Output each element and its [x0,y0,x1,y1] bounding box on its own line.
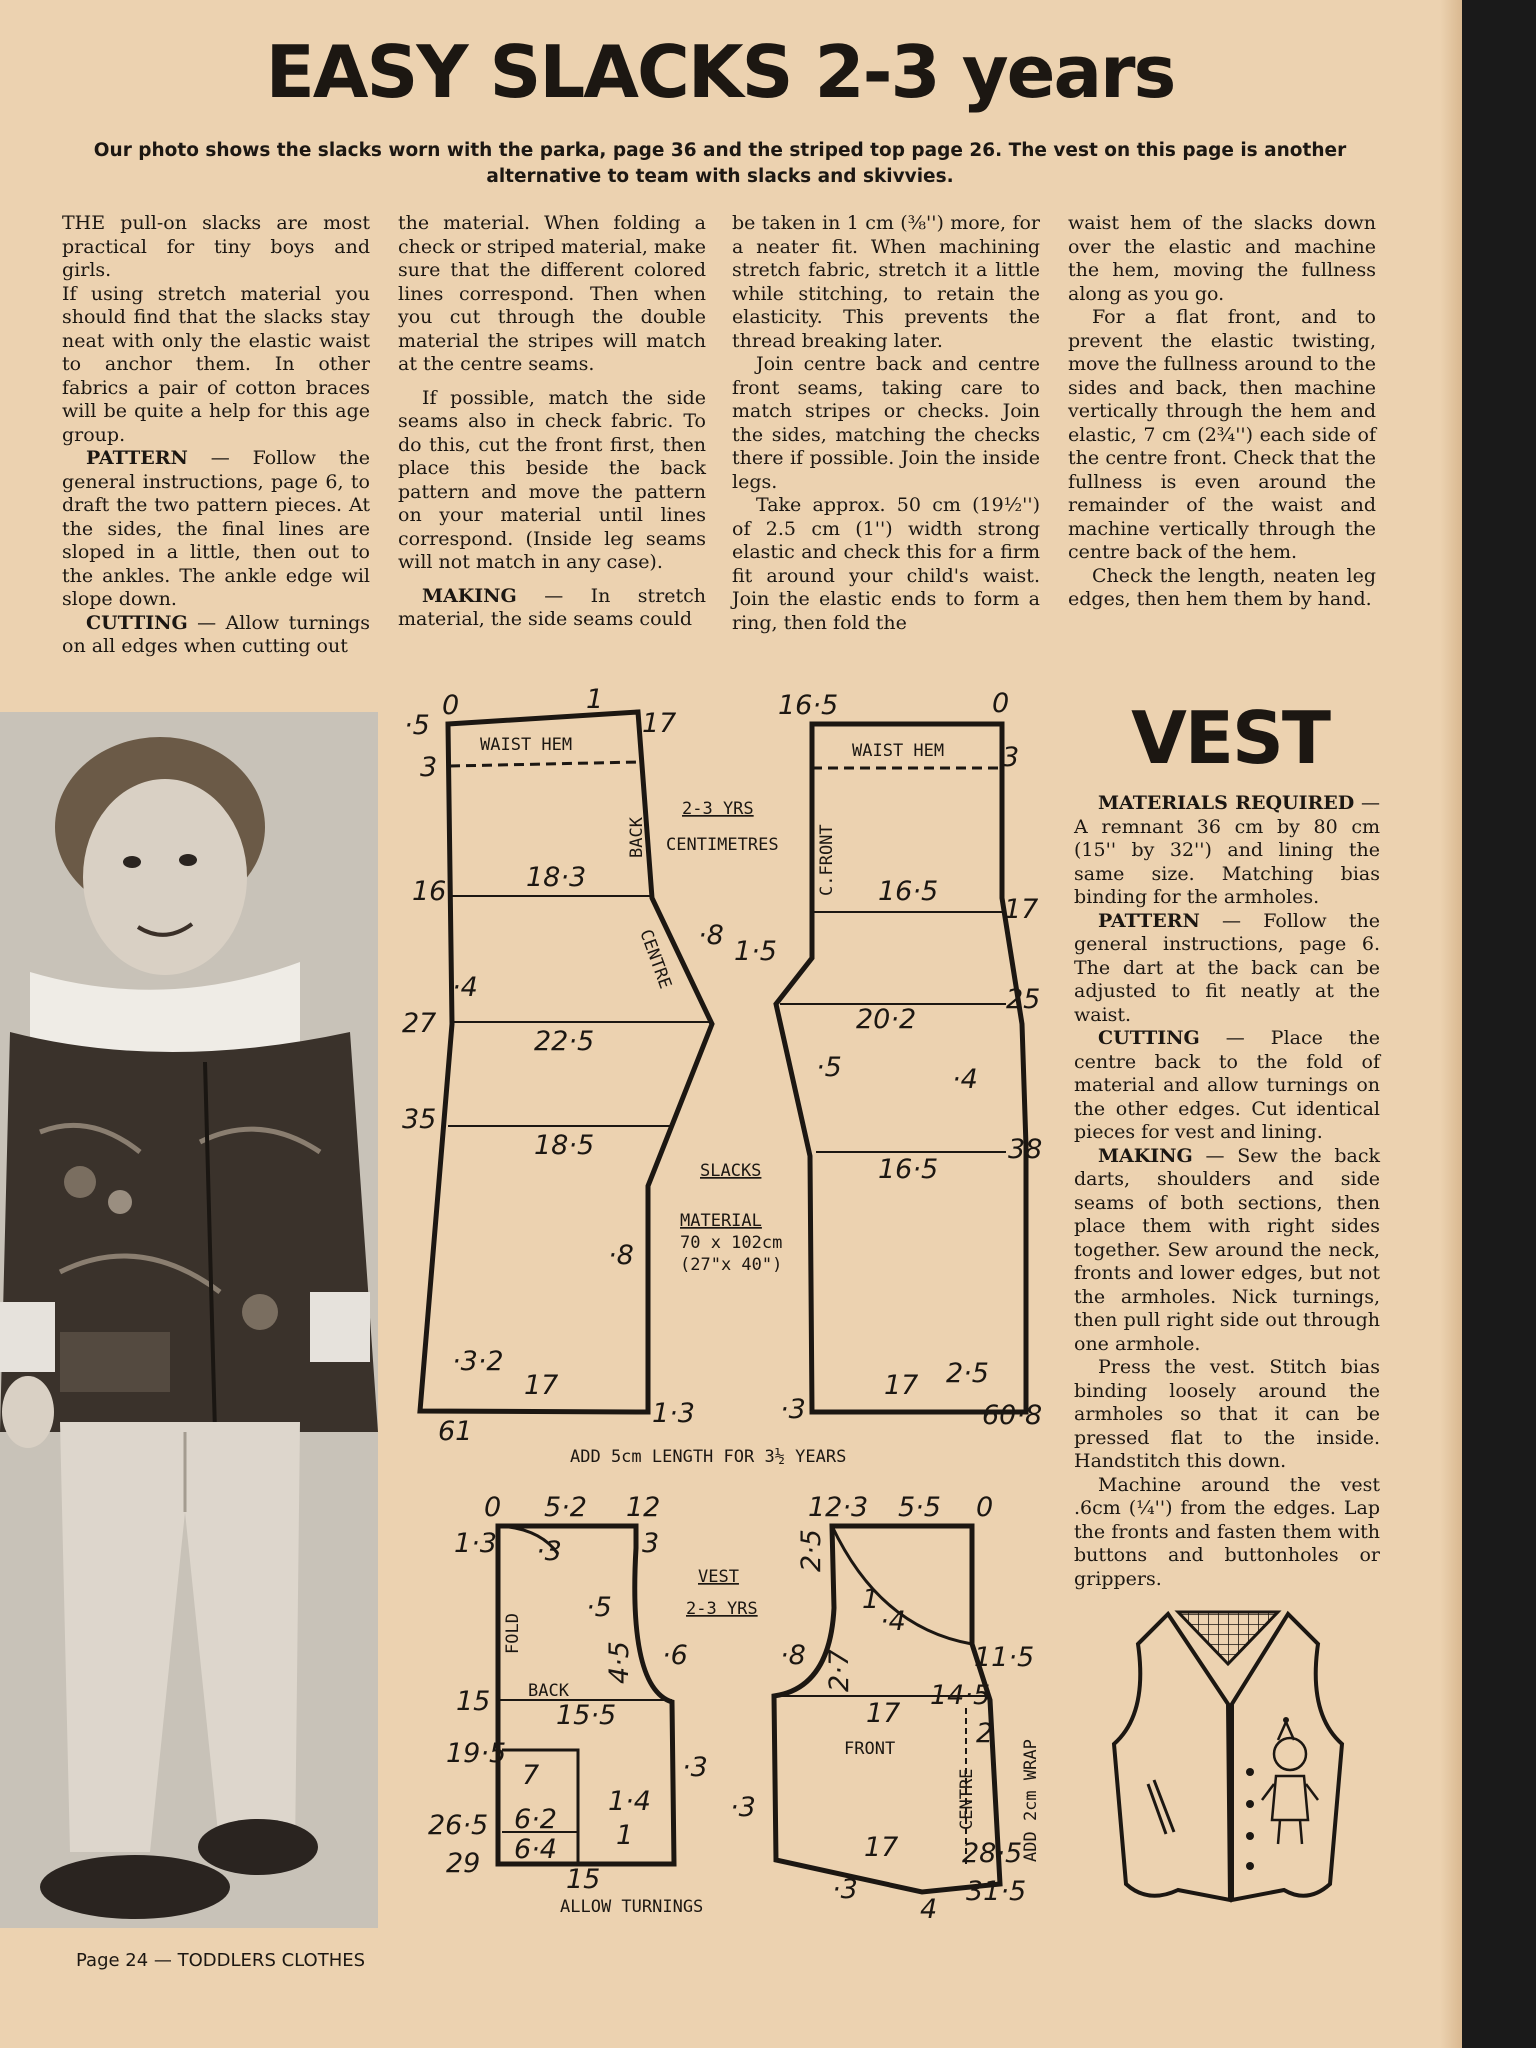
measure-label: ·3·2 [452,1346,504,1377]
paragraph-text: — Follow the general instructions, page 6. The dart at the back can be adjusted to fit neatly at the waist. [1074,909,1380,1026]
measure-label: 12 [626,1492,661,1523]
measure-label: 2 [976,1718,994,1749]
material-imperial: (27"x 40") [680,1255,783,1275]
measure-label: ·8 [780,1640,806,1671]
measure-label: 5·2 [544,1492,587,1523]
paragraph: If possible, match the side seams also in check fabric. To do this, cut the front first, then place this beside the back pattern and move the pattern on your material until lines correspond. (Inside leg seams will not match in any case). [398,386,706,573]
measure-label: ·3 [682,1752,708,1783]
measure-label: 38 [1008,1134,1043,1165]
paragraph-text: — Sew the back darts, shoulders and side seams of both sections, then place them with right sides together. Sew around the neck, fronts and lower edges, but not the armholes. Nick turnings, then pull right side out through one armhole. [1074,1144,1380,1355]
measure-label: 7 [522,1760,540,1791]
measure-label: 22·5 [534,1026,595,1057]
paragraph-text: — A remnant 36 cm by 80 cm (15'' by 32'') and lining the same size. Matching bias binding for the armholes. [1074,792,1381,908]
fold-label: FOLD [503,1613,523,1654]
measure-label: 0 [442,690,460,721]
paragraph: For a flat front, and to prevent the elastic twisting, move the fullness around to the sides and back, then machine vertically through the hem and elastic, 7 cm (2¾'') each side of the centre front. Check that the fullness is even around the remainder of the waist and machine vertically through the centre back of the hem. [1068,306,1376,563]
measure-label: 31·5 [966,1876,1027,1907]
article-column-4 [1068,212,1376,612]
size-label: 2-3 YRS [686,1599,758,1619]
measure-label: 17 [866,1698,901,1729]
measure-label: 16·5 [778,690,839,721]
vest-heading: VEST [1131,696,1329,780]
measure-label: 2·7 [824,1649,855,1692]
measure-label: ·8 [698,920,724,951]
keyword: MAKING [1098,1144,1193,1167]
material-metric: 70 x 102cm [680,1233,783,1253]
measure-label: 2·5 [796,1529,827,1572]
c-front-label: C.FRONT [817,824,837,896]
measure-label: 3 [1002,742,1020,773]
slacks-pattern-diagram [390,686,1070,1476]
vest-illustration [1108,1604,1348,1916]
measure-label: ·4 [952,1064,978,1095]
measure-label: 15 [456,1686,491,1717]
measure-label: 4 [920,1894,938,1925]
measure-label: 17 [1004,894,1039,925]
measure-label: 35 [402,1104,437,1135]
measure-label: 17 [864,1832,899,1863]
keyword: MAKING [422,584,517,607]
centre-label: CENTRE [957,1768,977,1830]
measure-label: 6·2 [514,1804,557,1835]
paragraph: the material. When folding a check or striped material, make sure that the different colored lines correspond. Then when you cut through the double material the stripes will match at the centre seams. [398,212,706,375]
keyword: CUTTING [86,611,188,634]
measure-label: 1 [862,1584,880,1615]
material-label: MATERIAL [680,1211,762,1231]
measure-label: 60·8 [982,1400,1043,1431]
paragraph: Check the length, neaten leg edges, then hem them by hand. [1068,564,1376,610]
measure-label: 1·3 [652,1398,695,1429]
back-label: BACK [528,1681,569,1701]
measure-label: 18·3 [526,862,587,893]
paragraph [1074,1145,1380,1357]
measure-label: ·3 [536,1536,562,1567]
front-label: FRONT [844,1739,896,1759]
measure-label: ·3 [730,1792,756,1823]
measure-label: 15 [566,1864,601,1895]
vest-label: VEST [698,1567,739,1587]
measure-label: 29 [446,1848,481,1879]
measure-label: 12·3 [808,1492,869,1523]
page-title: EASY SLACKS 2-3 years [265,30,1175,114]
child-photo [0,712,378,1928]
article-column-1 [62,212,370,659]
keyword: MATERIALS REQUIRED [1098,792,1355,814]
paragraph: Press the vest. Stitch bias binding loosely around the armholes so that it can be pressed flat to the inside. Handstitch this down. [1074,1356,1380,1472]
article-column-3 [732,212,1040,635]
allow-turnings-label: ALLOW TURNINGS [560,1897,704,1917]
measure-label: ·3 [832,1874,858,1905]
add-length-note: ADD 5cm LENGTH FOR 3½ YEARS [570,1447,847,1467]
paragraph [62,447,370,612]
centre-label: CENTRE [635,926,676,992]
paragraph: If using stretch material you should find that the slacks stay neat with only the elastic waist to anchor them. In other fabrics a pair of cotton braces will be quite a help for this age group. [62,282,370,446]
measure-label: 25 [1006,984,1041,1015]
measure-label: 19·5 [446,1738,507,1769]
measure-label: 1·4 [608,1786,651,1817]
measure-label: 1·3 [454,1528,497,1559]
paragraph: THE pull-on slacks are most practical for tiny boys and girls. [62,212,370,281]
measure-label: 20·2 [856,1004,917,1035]
measure-label: 1·5 [734,936,777,967]
measure-label: 17 [524,1370,559,1401]
paragraph: Machine around the vest .6cm (¼'') from the edges. Lap the fronts and fasten them with buttons and buttonholes or grippers. [1074,1473,1380,1590]
measure-label: 27 [402,1008,437,1039]
measure-label: 16·5 [878,1154,939,1185]
measure-label: 4·5 [604,1641,635,1684]
paragraph [1074,1027,1380,1145]
measure-label: 15·5 [556,1700,617,1731]
page-edge [1440,0,1462,2048]
measure-label: 26·5 [428,1810,489,1841]
paragraph: Take approx. 50 cm (19½'') of 2.5 cm (1'') width strong elastic and check this for a firm fit around your child's waist. Join the elastic ends to form a ring, then fold the [732,494,1040,634]
paragraph: waist hem of the slacks down over the elastic and machine the hem, moving the fullness along as you go. [1068,212,1376,305]
waist-hem-label: WAIST HEM [480,735,573,755]
back-label: BACK [627,817,647,858]
measure-label: 28·5 [962,1838,1023,1869]
units-label: CENTIMETRES [666,835,779,855]
measure-label: 6·4 [514,1834,557,1865]
measure-label: 1 [616,1820,634,1851]
measure-label: ·5 [586,1592,612,1623]
measure-label: 0 [992,688,1010,719]
paragraph [398,585,706,632]
measure-label: ·6 [662,1640,688,1671]
paragraph: Join centre back and centre front seams, taking care to match stripes or checks. Join the sides, matching the checks there if possible. Join the inside legs. [732,353,1040,493]
paragraph [1074,792,1380,910]
measure-label: ·4 [880,1606,906,1637]
child-photo-illustration [0,712,378,1928]
measure-label: 3 [420,752,438,783]
measure-label: ·5 [404,710,430,741]
piece-label: SLACKS [700,1161,762,1181]
measure-label: 3 [642,1528,660,1559]
measure-label: 16 [412,876,447,907]
measure-label: 61 [438,1416,473,1447]
paragraph-text: — Allow turnings on all edges when cutting out [62,611,370,657]
measure-label: 0 [976,1492,994,1523]
size-label: 2-3 YRS [682,799,754,819]
keyword: PATTERN [1098,909,1200,932]
paragraph-text: — Place the centre back to the fold of material and allow turnings on the other edges. Cut identical pieces for vest and lining. [1074,1027,1380,1143]
paragraph [1074,910,1380,1028]
article-column-2 [398,212,706,632]
measure-label: 18·5 [534,1130,595,1161]
measure-label: 11·5 [974,1642,1035,1673]
waist-hem-label: WAIST HEM [852,741,945,761]
paragraph-text: — In stretch material, the side seams could [398,584,706,630]
measure-label: ·3 [780,1394,806,1425]
photo-caption: Our photo shows the slacks worn with the parka, page 36 and the striped top page 26. The vest on this page is another alternative to team with slacks and skivvies. [93,140,1347,187]
measure-label: 0 [484,1492,502,1523]
measure-label: ·5 [816,1052,842,1083]
measure-label: 17 [884,1370,919,1401]
vest-pattern-diagram [410,1488,1060,1928]
page-footer: Page 24 — TODDLERS CLOTHES [76,1950,366,1971]
measure-label: 2·5 [946,1358,989,1389]
paragraph: be taken in 1 cm (⅜'') more, for a neater fit. When machining stretch fabric, stretch it a little while stitching, to retain the elasticity. This prevents the thread breaking later. [732,212,1040,352]
vest-instructions [1074,792,1380,1591]
measure-label: ·8 [608,1240,634,1271]
measure-label: ·4 [452,972,478,1003]
measure-label: 1 [586,686,604,715]
paragraph [62,612,370,659]
keyword: PATTERN [86,447,188,469]
measure-label: 14·5 [930,1680,991,1711]
paragraph-text: — Follow the general instructions, page 6, to draft the two pattern pieces. At the sides, the final lines are sloped in a little, then out to the ankles. The ankle edge wil slope down. [62,447,370,610]
measure-label: 16·5 [878,876,939,907]
measure-label: 5·5 [898,1492,941,1523]
keyword: CUTTING [1098,1027,1200,1049]
measure-label: 17 [642,708,677,739]
add-wrap-label: ADD 2cm WRAP [1021,1739,1041,1862]
